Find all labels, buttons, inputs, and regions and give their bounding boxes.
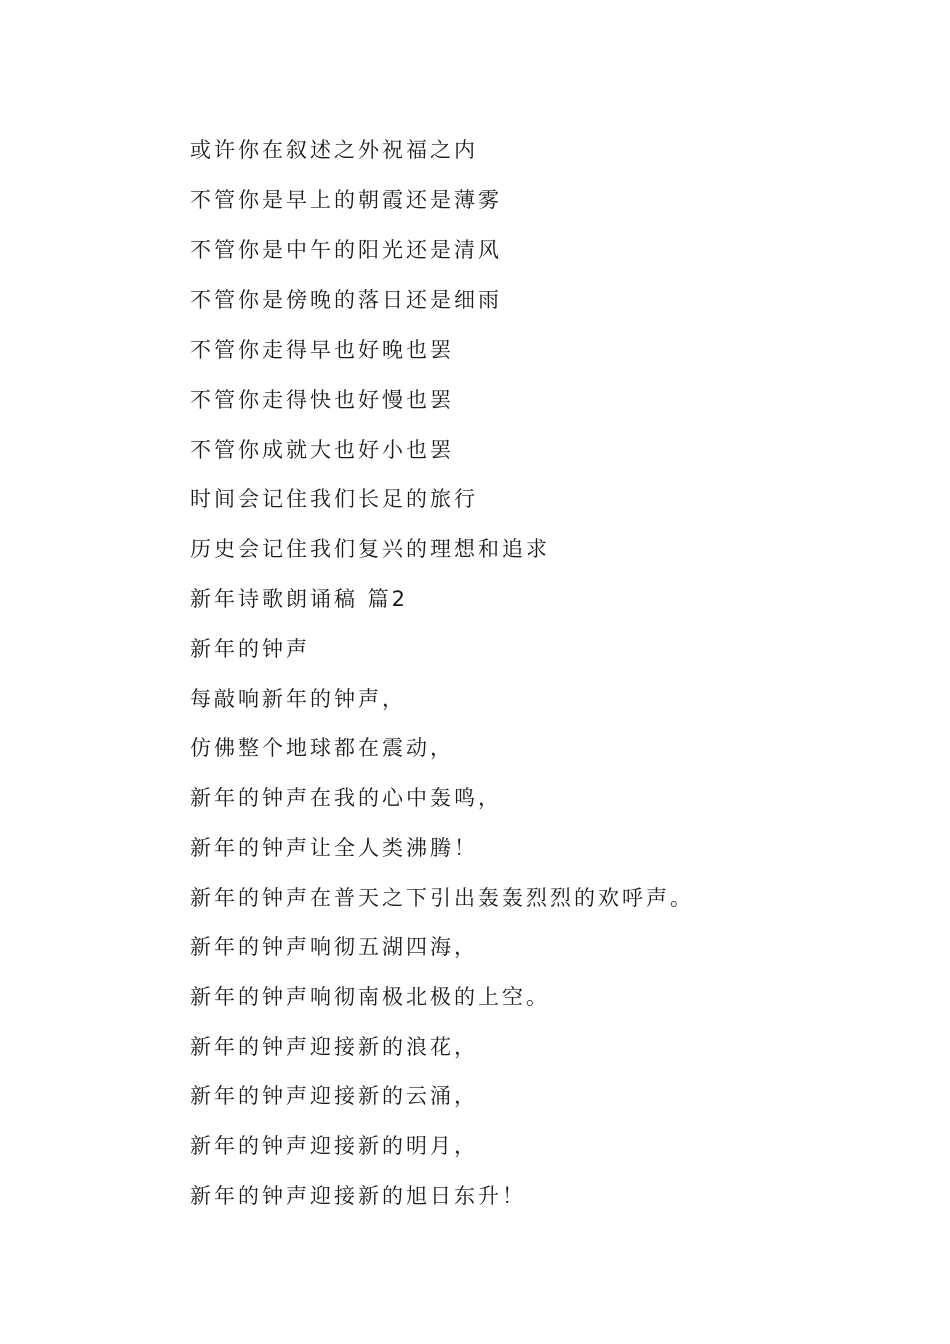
text-line: 新年的钟声让全人类沸腾！ [190, 836, 478, 860]
text-line: 不管你是中午的阳光还是清风 [190, 238, 502, 262]
text-line: 新年的钟声迎接新的浪花， [190, 1035, 478, 1059]
text-line: 新年的钟声响彻南极北极的上空。 [190, 985, 550, 1009]
poem-title: 新年的钟声 [190, 637, 310, 661]
text-line: 时间会记住我们长足的旅行 [190, 487, 478, 511]
text-line: 不管你走得快也好慢也罢 [190, 388, 454, 412]
text-line: 或许你在叙述之外祝福之内 [190, 138, 478, 162]
text-line: 不管你成就大也好小也罢 [190, 438, 454, 462]
text-line: 新年的钟声迎接新的明月， [190, 1134, 478, 1158]
section-heading: 新年诗歌朗诵稿 篇2 [190, 587, 409, 611]
text-line: 不管你是傍晚的落日还是细雨 [190, 288, 502, 312]
text-line: 历史会记住我们复兴的理想和追求 [190, 537, 550, 561]
text-line: 每敲响新年的钟声， [190, 687, 406, 711]
text-line: 仿佛整个地球都在震动， [190, 736, 454, 760]
text-line: 新年的钟声响彻五湖四海， [190, 935, 478, 959]
text-line: 不管你是早上的朝霞还是薄雾 [190, 188, 502, 212]
text-line: 新年的钟声迎接新的云涌， [190, 1084, 478, 1108]
text-line: 新年的钟声迎接新的旭日东升！ [190, 1184, 526, 1208]
text-line: 新年的钟声在普天之下引出轰轰烈烈的欢呼声。 [190, 886, 694, 910]
text-line: 新年的钟声在我的心中轰鸣， [190, 786, 502, 810]
text-line: 不管你走得早也好晚也罢 [190, 338, 454, 362]
